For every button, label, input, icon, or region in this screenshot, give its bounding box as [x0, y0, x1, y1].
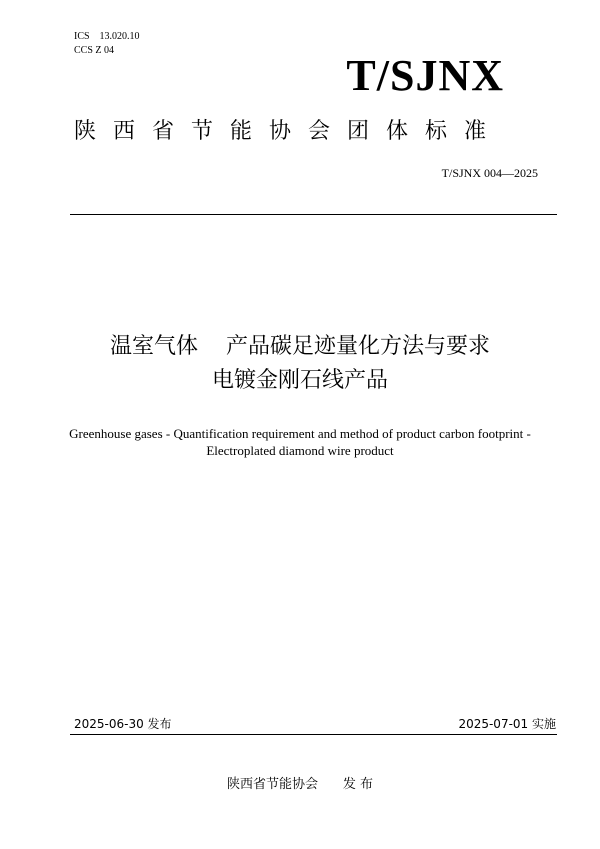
- organization-title: 陕西省节能协会团体标准: [74, 119, 504, 144]
- standard-brand: T/SJNX: [346, 51, 504, 100]
- standard-number: T/SJNX 004—2025: [441, 166, 538, 180]
- document-title-zh-line2: 电镀金刚石线产品: [211, 368, 388, 393]
- document-title-en: Greenhouse gases - Quantification requirement and method of product carbon footprint - Electroplated diamond wire product: [69, 426, 531, 458]
- publish-date: 2025-06-30 发布: [74, 717, 172, 731]
- top-divider: [70, 214, 557, 215]
- document-title-zh-line1: 温室气体 产品碳足迹量化方法与要求: [110, 334, 490, 359]
- implement-date: 2025-07-01 实施: [458, 717, 556, 731]
- bottom-divider: [70, 734, 557, 735]
- issuer: 陕西省节能协会 发 布: [227, 777, 373, 792]
- ccs-code: CCS Z 04: [74, 45, 115, 56]
- ics-code: ICS 13.020.10: [74, 31, 140, 42]
